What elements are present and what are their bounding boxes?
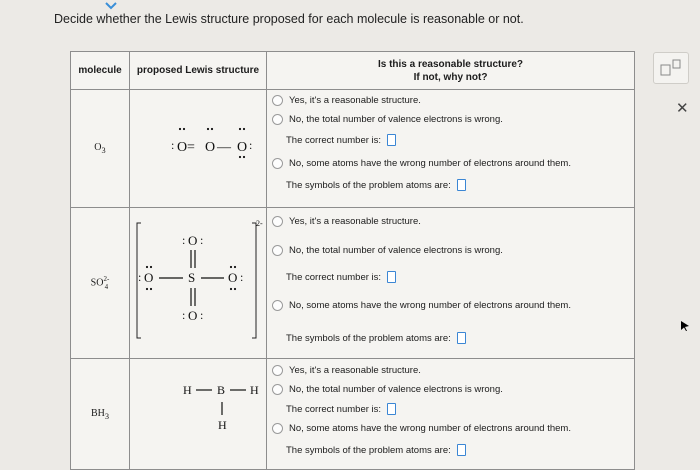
header-question-line1: Is this a reasonable structure? <box>377 58 524 70</box>
radio-icon[interactable] <box>272 245 283 256</box>
svg-text:—: — <box>217 140 231 155</box>
radio-icon[interactable] <box>272 95 283 106</box>
svg-text:O: O <box>188 233 198 248</box>
answer-cell-o3 <box>267 90 635 208</box>
svg-text:O: O <box>177 140 188 155</box>
correct-number-line <box>286 134 396 146</box>
table-row <box>71 359 635 470</box>
lewis-structure-table <box>70 51 635 470</box>
option-atoms-wrong[interactable] <box>272 158 571 169</box>
molecule-o3 <box>71 90 130 208</box>
molecule-formula: SO <box>90 277 104 289</box>
fraction-tool-icon[interactable] <box>653 52 689 84</box>
cursor-icon <box>680 319 690 337</box>
molecule-subscript: 4 <box>104 283 109 291</box>
correct-number-input[interactable] <box>387 134 396 146</box>
svg-text:O: O <box>144 270 154 285</box>
answer-cell-bh3 <box>267 359 635 470</box>
header-structure: proposed Lewis structure <box>130 52 267 90</box>
answer-cell-so4 <box>267 208 635 359</box>
svg-text:O: O <box>205 140 216 155</box>
correct-number-line <box>286 271 396 283</box>
problem-atoms-input[interactable] <box>457 179 466 191</box>
molecule-formula: BH <box>90 407 105 419</box>
radio-icon[interactable] <box>272 114 283 125</box>
svg-text:=: = <box>187 140 195 155</box>
option-label: No, the total number of valence electrons is wrong. <box>289 384 503 395</box>
header-molecule: molecule <box>71 52 130 90</box>
molecule-superscript: 2- <box>103 275 110 283</box>
radio-icon[interactable] <box>272 300 283 311</box>
svg-text:2-: 2- <box>256 219 263 228</box>
svg-text:H: H <box>250 383 259 397</box>
option-yes[interactable] <box>272 216 421 227</box>
option-label: No, some atoms have the wrong number of electrons around them. <box>289 300 571 311</box>
svg-text::: : <box>240 270 244 284</box>
problem-atoms-line <box>286 332 466 344</box>
radio-icon[interactable] <box>272 158 283 169</box>
svg-text::: : <box>200 233 204 247</box>
radio-icon[interactable] <box>272 423 283 434</box>
svg-text:O: O <box>237 140 248 155</box>
problem-prompt: Decide whether the Lewis structure proposed for each molecule is reasonable or not. <box>54 12 524 26</box>
svg-text:O: O <box>188 308 198 323</box>
problem-atoms-label: The symbols of the problem atoms are: <box>286 332 451 344</box>
problem-atoms-input[interactable] <box>457 444 466 456</box>
lewis-structure-o3 <box>130 90 267 208</box>
radio-icon[interactable] <box>272 365 283 376</box>
molecule-subscript: 3 <box>101 146 106 155</box>
radio-icon[interactable] <box>272 384 283 395</box>
header-question <box>267 52 635 90</box>
problem-atoms-label: The symbols of the problem atoms are: <box>286 444 451 456</box>
correct-number-label: The correct number is: <box>286 403 382 415</box>
chevron-down-icon[interactable] <box>104 0 118 14</box>
correct-number-line <box>286 403 396 415</box>
option-yes[interactable] <box>272 95 421 106</box>
option-label: Yes, it's a reasonable structure. <box>289 95 421 106</box>
svg-text::: : <box>249 138 253 152</box>
option-label: Yes, it's a reasonable structure. <box>289 365 421 376</box>
problem-atoms-label: The symbols of the problem atoms are: <box>286 179 451 191</box>
correct-number-label: The correct number is: <box>286 271 382 283</box>
svg-text::: : <box>182 308 186 322</box>
svg-text:B: B <box>217 383 226 397</box>
svg-text::: : <box>200 308 204 322</box>
correct-number-label: The correct number is: <box>286 134 382 146</box>
option-valence-wrong[interactable] <box>272 384 503 395</box>
option-label: No, the total number of valence electrons is wrong. <box>289 245 503 256</box>
lewis-structure-bh3 <box>130 359 267 470</box>
svg-text:O: O <box>228 270 238 285</box>
option-label: No, some atoms have the wrong number of electrons around them. <box>289 158 571 169</box>
option-valence-wrong[interactable] <box>272 114 503 125</box>
correct-number-input[interactable] <box>387 403 396 415</box>
option-atoms-wrong[interactable] <box>272 423 571 434</box>
svg-text::: : <box>138 270 142 284</box>
svg-text:H: H <box>218 418 227 432</box>
option-label: Yes, it's a reasonable structure. <box>289 216 421 227</box>
molecule-subscript: 3 <box>104 411 110 421</box>
option-label: No, the total number of valence electrons is wrong. <box>289 114 503 125</box>
molecule-bh3 <box>71 359 130 470</box>
option-valence-wrong[interactable] <box>272 245 503 256</box>
problem-atoms-line <box>286 444 466 456</box>
radio-icon[interactable] <box>272 216 283 227</box>
svg-text::: : <box>171 138 175 152</box>
table-row <box>71 208 635 359</box>
correct-number-input[interactable] <box>387 271 396 283</box>
table-row <box>71 90 635 208</box>
option-atoms-wrong[interactable] <box>272 300 571 311</box>
problem-atoms-input[interactable] <box>457 332 466 344</box>
header-question-line2: If not, why not? <box>413 71 488 83</box>
svg-text:S: S <box>188 270 196 285</box>
svg-text::: : <box>182 233 186 247</box>
molecule-so4 <box>71 208 130 359</box>
close-icon[interactable]: ✕ <box>676 100 689 117</box>
option-label: No, some atoms have the wrong number of electrons around them. <box>289 423 571 434</box>
problem-atoms-line <box>286 179 466 191</box>
option-yes[interactable] <box>272 365 421 376</box>
molecule-formula: O <box>94 142 102 153</box>
lewis-structure-so4 <box>130 208 267 359</box>
svg-text:H: H <box>183 383 192 397</box>
